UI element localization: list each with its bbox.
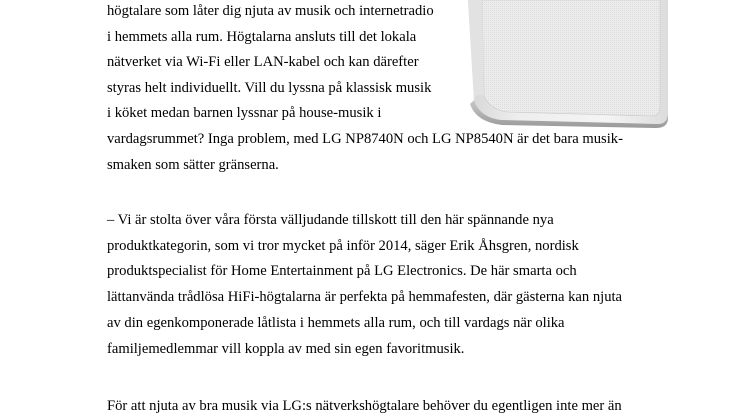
paragraph-2-line-6: familjemedlemmar vill koppla av med sin egen favoritmusik. xyxy=(107,341,465,357)
paragraph-1-line-6: vardagsrummet? Inga problem, med LG NP8740N och LG NP8540N är det bara musik- xyxy=(107,131,623,147)
paragraph-2-line-3: produktspecialist för Home Entertainment på LG Electronics. De här smarta och xyxy=(107,263,577,279)
paragraph-1-line-1: högtalare som låter dig njuta av musik och internetradio xyxy=(107,3,434,19)
paragraph-1-line-4: styras helt individuellt. Vill du lyssna på klassisk musik xyxy=(107,80,432,96)
paragraph-1-line-3: nätverket via Wi-Fi eller LAN-kabel och kan därefter xyxy=(107,54,419,70)
paragraph-2-line-2: produktkategorin, som vi tror mycket på inför 2014, säger Erik Åhsgren, nordisk xyxy=(107,238,579,254)
paragraph-2-line-5: av din egenkomponerade låtlista i hemmets alla rum, och till vardags när olika xyxy=(107,315,565,331)
paragraph-2-line-4: lättanvända trådlösa HiFi-högtalarna är perfekta på hemmafesten, där gästerna kan njuta xyxy=(107,289,623,305)
paragraph-1-line-7: smaken som sätter gränserna. xyxy=(107,157,279,173)
paragraph-3-line-1: För att njuta av bra musik via LG:s nätverkshögtalare behöver du egentligen inte mer än xyxy=(107,398,622,414)
speaker-product-image xyxy=(462,0,672,128)
paragraph-1-line-5: i köket medan barnen lyssnar på house-musik i xyxy=(107,105,382,121)
paragraph-2-line-1: – Vi är stolta över våra första välljudande tillskott till den här spännande nya xyxy=(107,212,554,228)
paragraph-1-line-2: i hemmets alla rum. Högtalarna ansluts till det lokala xyxy=(107,29,417,45)
